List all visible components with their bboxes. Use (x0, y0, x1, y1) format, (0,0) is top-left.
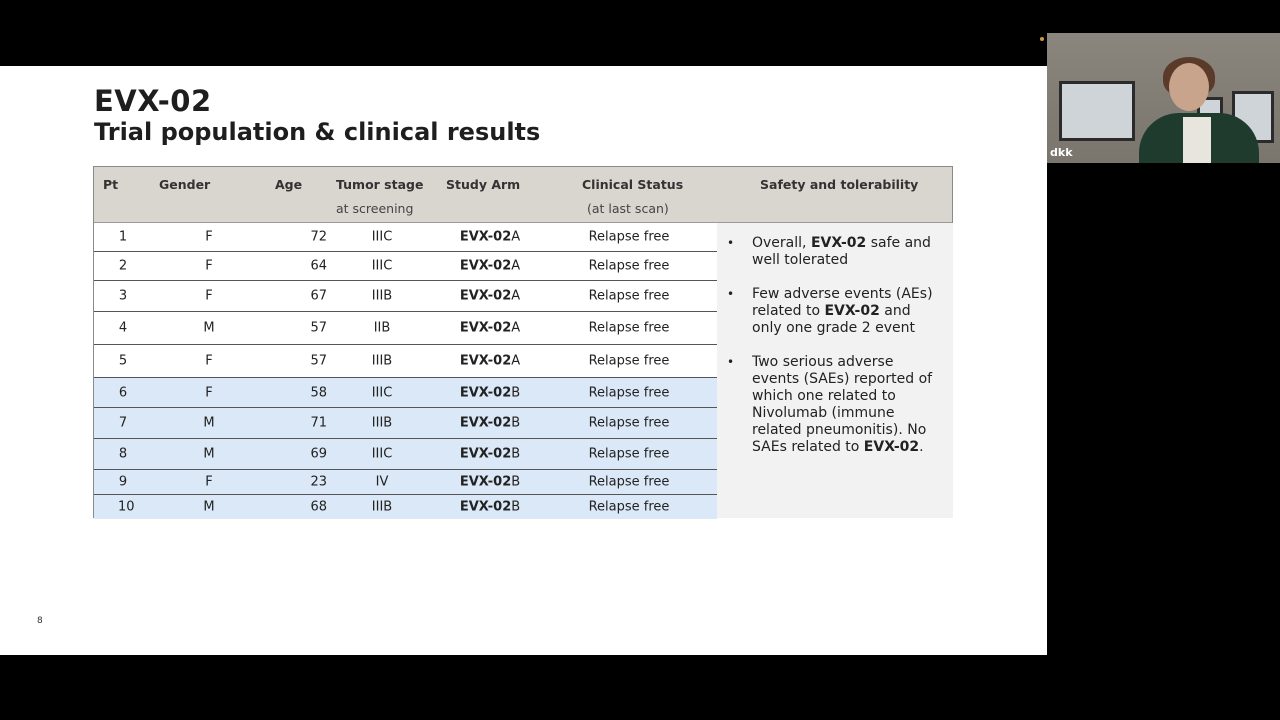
header-clinical-status: Clinical Status (582, 177, 684, 192)
safety-bullet-pre: Two serious adverse events (SAEs) reported of which one related to Nivolumab (immune related pneumonitis). No SAEs related to (752, 354, 933, 455)
safety-bullet-pre: Few adverse events (AEs) related to (752, 286, 933, 319)
cell-clinical-status: Relapse free (588, 499, 670, 515)
cell-pt: 6 (118, 385, 128, 400)
cell-study-arm (440, 416, 540, 431)
cell-tumor-stage: IIIC (371, 229, 393, 245)
cell-pt: 1 (118, 229, 128, 245)
header-pt: Pt (103, 177, 119, 192)
study-arm-product: EVX-02 (459, 320, 512, 336)
cell-clinical-status: Relapse free (588, 229, 670, 245)
study-arm-suffix: B (511, 415, 521, 431)
study-arm-product: EVX-02 (459, 499, 512, 515)
cell-study-arm (440, 321, 540, 336)
cell-pt: 5 (118, 353, 128, 369)
cell-gender: F (205, 288, 213, 304)
study-arm-product: EVX-02 (459, 385, 512, 400)
cell-pt: 4 (118, 320, 128, 336)
safety-bullet-bold: EVX-02 (810, 235, 867, 251)
study-arm-suffix: A (511, 320, 521, 336)
cell-age: 67 (310, 288, 327, 304)
table-row (94, 345, 717, 378)
study-arm-product: EVX-02 (459, 446, 512, 462)
header-tumor-stage: Tumor stage (336, 177, 424, 192)
table-row (94, 252, 717, 281)
cell-study-arm (440, 230, 540, 245)
cell-age: 72 (310, 229, 327, 245)
table-row (94, 439, 717, 470)
cell-age: 71 (310, 415, 327, 431)
cell-tumor-stage: IIIB (371, 415, 393, 431)
cell-age: 57 (310, 353, 327, 369)
cell-tumor-stage: IIIB (371, 288, 393, 304)
study-arm-suffix: A (511, 258, 521, 274)
study-arm-product: EVX-02 (459, 353, 512, 369)
study-arm-suffix: B (511, 499, 521, 515)
cell-study-arm (440, 500, 540, 515)
study-arm-suffix: A (511, 288, 521, 304)
cell-clinical-status: Relapse free (588, 474, 670, 490)
cell-clinical-status: Relapse free (588, 288, 670, 304)
header-clinical-status-sub: (at last scan) (587, 201, 669, 216)
cell-tumor-stage: IIIC (371, 385, 393, 400)
table-row (94, 312, 717, 345)
cell-tumor-stage: IIIC (371, 258, 393, 274)
study-arm-product: EVX-02 (459, 474, 512, 490)
study-arm-product: EVX-02 (459, 288, 512, 304)
safety-bullet (725, 354, 939, 456)
cell-gender: M (203, 499, 215, 515)
cell-gender: F (205, 385, 213, 400)
study-arm-suffix: B (511, 446, 521, 462)
cell-clinical-status: Relapse free (588, 446, 670, 462)
safety-bullet-bold: EVX-02 (824, 303, 880, 319)
study-arm-product: EVX-02 (459, 229, 512, 245)
page-number: 8 (37, 616, 43, 626)
cell-age: 69 (310, 446, 327, 462)
cell-study-arm (440, 289, 540, 304)
table-row (94, 281, 717, 312)
safety-bullet-post: safe and well tolerated (752, 235, 931, 268)
cell-age: 64 (310, 258, 327, 274)
header-safety: Safety and tolerability (760, 177, 919, 192)
cell-age: 58 (310, 385, 327, 400)
cell-age: 57 (310, 320, 327, 336)
study-arm-suffix: B (511, 385, 521, 400)
table-header (94, 167, 952, 223)
cell-clinical-status: Relapse free (588, 385, 670, 400)
cell-study-arm (440, 354, 540, 369)
header-gender: Gender (159, 177, 211, 192)
cell-tumor-stage: IIB (373, 320, 391, 336)
trial-results-table (93, 166, 953, 518)
cell-clinical-status: Relapse free (588, 320, 670, 336)
webcam-tile[interactable] (1047, 33, 1280, 163)
cell-pt: 7 (118, 415, 128, 431)
header-age: Age (275, 177, 303, 192)
cell-gender: F (205, 474, 213, 490)
study-arm-suffix: B (511, 474, 521, 490)
cell-pt: 9 (118, 474, 128, 490)
participant-name-label: dkk (1050, 146, 1073, 159)
safety-bullet-post: . (919, 439, 924, 455)
study-arm-suffix: A (511, 229, 521, 245)
cell-gender: M (203, 415, 215, 431)
safety-panel (717, 223, 953, 518)
cell-tumor-stage: IIIC (371, 446, 393, 462)
cell-study-arm (440, 475, 540, 490)
safety-bullet-post: and only one grade 2 event (752, 303, 915, 336)
slide-title: EVX-02 (94, 84, 212, 118)
study-arm-product: EVX-02 (459, 415, 512, 431)
slide-subtitle: Trial population & clinical results (94, 118, 541, 146)
cell-age: 68 (310, 499, 327, 515)
cell-gender: M (203, 446, 215, 462)
cell-pt: 3 (118, 288, 128, 304)
cell-tumor-stage: IIIB (371, 353, 393, 369)
cell-gender: M (203, 320, 215, 336)
table-row (94, 408, 717, 439)
table-row (94, 378, 717, 408)
presentation-slide (0, 66, 1047, 655)
cell-study-arm (440, 447, 540, 462)
table-row (94, 495, 717, 519)
cell-study-arm (440, 385, 540, 400)
header-study-arm: Study Arm (446, 177, 521, 192)
safety-bullet-bold: EVX-02 (863, 439, 920, 455)
safety-bullet-list (725, 235, 939, 473)
table-row (94, 470, 717, 495)
study-arm-suffix: A (511, 353, 521, 369)
cell-tumor-stage: IV (375, 474, 389, 490)
cell-clinical-status: Relapse free (588, 415, 670, 431)
recording-indicator (1040, 37, 1044, 41)
participant-video (1139, 73, 1259, 163)
header-tumor-stage-sub: at screening (336, 201, 414, 216)
cell-gender: F (205, 229, 213, 245)
cell-gender: F (205, 353, 213, 369)
cell-clinical-status: Relapse free (588, 353, 670, 369)
cell-tumor-stage: IIIB (371, 499, 393, 515)
cell-gender: F (205, 258, 213, 274)
safety-bullet (725, 286, 939, 337)
safety-bullet (725, 235, 939, 269)
cell-pt: 2 (118, 258, 128, 274)
cell-clinical-status: Relapse free (588, 258, 670, 274)
background-window (1059, 81, 1135, 141)
cell-age: 23 (310, 474, 327, 490)
study-arm-product: EVX-02 (459, 258, 512, 274)
cell-study-arm (440, 259, 540, 274)
cell-pt: 10 (118, 499, 135, 515)
safety-bullet-pre: Overall, (752, 235, 811, 251)
cell-pt: 8 (118, 446, 128, 462)
table-row (94, 223, 717, 252)
